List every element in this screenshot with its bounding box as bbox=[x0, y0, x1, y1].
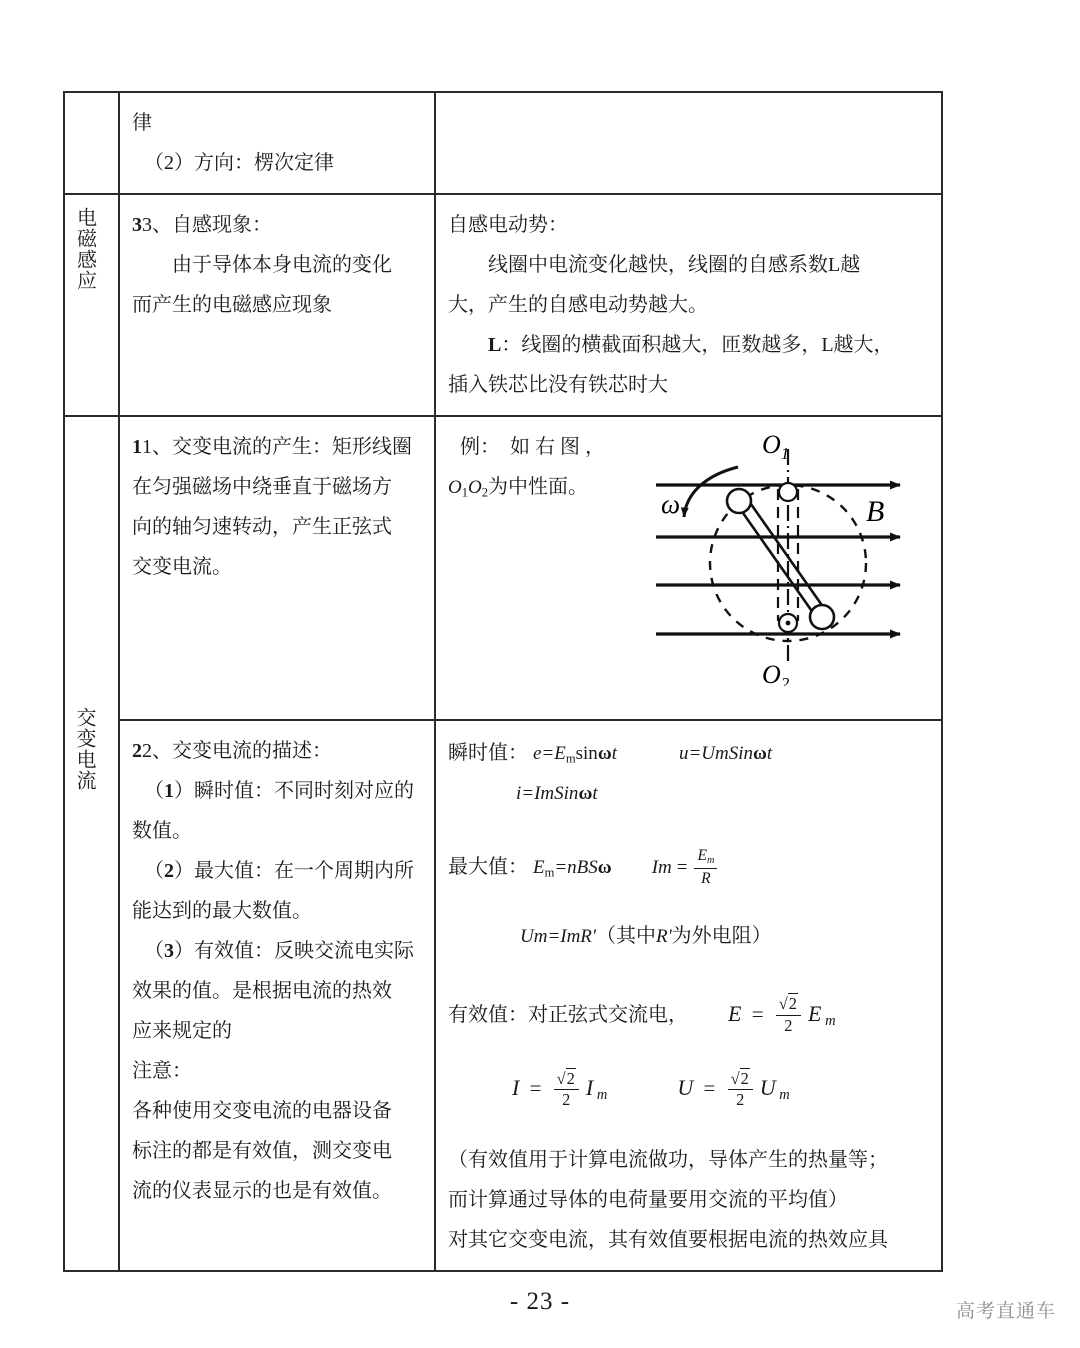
text-line: 由于导体本身电流的变化 bbox=[172, 254, 392, 276]
formula-rms-e-fraction bbox=[776, 995, 801, 1036]
category-label-vertical: 交变电流 bbox=[73, 707, 95, 791]
text-line: 自感电动势： bbox=[448, 214, 568, 236]
text-line: $O_1O_2$为中性面。 bbox=[448, 476, 588, 500]
text-line: 能达到的最大数值。 bbox=[132, 900, 312, 922]
text-line: 应来规定的 bbox=[132, 1020, 232, 1042]
coil-bar-1 bbox=[736, 503, 816, 617]
text-line: 11、交变电流的产生：矩形线圈 bbox=[132, 436, 412, 458]
fraction-numerator: Em bbox=[694, 847, 717, 869]
text-line: （2）最大值：在一个周期内所 bbox=[144, 860, 414, 882]
category-cell-electromagnetic-induction bbox=[64, 194, 119, 416]
omega-label: ω bbox=[661, 489, 681, 519]
text-line: 例： 如右图， bbox=[460, 436, 605, 458]
text-line: 大，产生的自感电动势越大。 bbox=[448, 294, 708, 316]
content-cell-right-formulas bbox=[435, 720, 942, 1271]
table-row bbox=[64, 720, 942, 1271]
table-row bbox=[64, 92, 942, 194]
formula-label-maximum: 最大值： bbox=[448, 856, 528, 878]
formula-rms-e-lhs: E bbox=[728, 1000, 742, 1026]
formula-im-equals: = bbox=[676, 857, 688, 878]
page-number: - 23 - bbox=[509, 1288, 571, 1315]
formula-u: u=UmSinωt bbox=[678, 743, 773, 764]
text-line: 律 bbox=[132, 112, 152, 134]
formula-rms-u-lhs: U bbox=[677, 1075, 694, 1101]
text-line: 而产生的电磁感应现象 bbox=[132, 294, 332, 316]
physics-notes-table bbox=[63, 91, 943, 1272]
text-line: 各种使用交变电流的电器设备 bbox=[132, 1100, 392, 1122]
text-line: 33、自感现象： bbox=[132, 214, 272, 236]
fraction-numerator: √2 bbox=[728, 1070, 753, 1091]
fraction-denominator: R bbox=[701, 869, 711, 887]
axis-bottom-dot bbox=[786, 621, 791, 626]
formula-um-row: Um=ImR'（其中R'为外电阻） bbox=[520, 924, 772, 947]
formula-rms-i-lhs: I bbox=[512, 1075, 520, 1101]
text-line: （2）方向：楞次定律 bbox=[144, 152, 334, 174]
fraction-denominator: 2 bbox=[562, 1090, 571, 1110]
formula-rms-u-rhs: U m bbox=[759, 1075, 790, 1104]
text-line: 插入铁芯比没有铁芯时大 bbox=[448, 374, 668, 396]
category-cell-alternating-current bbox=[64, 416, 119, 1271]
coil-bar-2 bbox=[746, 497, 826, 611]
text-line: 效果的值。是根据电流的热效 bbox=[132, 980, 392, 1002]
formula-rms-i-rhs: I m bbox=[585, 1075, 608, 1104]
content-cell-right bbox=[435, 92, 942, 194]
formula-maximum-row bbox=[448, 847, 933, 888]
category-cell-empty bbox=[64, 92, 119, 194]
formula-im-fraction bbox=[694, 847, 717, 888]
formula-em: $E_m=nBS\omega$ bbox=[533, 857, 612, 880]
axis-top-marker bbox=[779, 483, 797, 501]
text-line: （3）有效值：反映交流电实际 bbox=[144, 940, 414, 962]
formula-i: i=ImSinωt bbox=[516, 783, 598, 804]
text-line: 标注的都是有效值，测交变电 bbox=[132, 1140, 392, 1162]
content-cell-right-example bbox=[435, 416, 942, 720]
formula-im-lhs: Im bbox=[651, 857, 672, 878]
formula-rms-u-fraction bbox=[728, 1070, 753, 1111]
content-cell-right bbox=[435, 194, 942, 416]
text-line-rest: ：线圈的横截面积越大，匝数越多，L越大， bbox=[501, 334, 894, 356]
rotating-coil-figure bbox=[648, 431, 928, 686]
axis-top-label: $O_1$ bbox=[762, 431, 790, 463]
formula-e: $e=E_m\sin\omega t$ bbox=[533, 743, 617, 766]
formula-rms-e-rhs: E m bbox=[808, 1000, 836, 1029]
text-line: 对其它交变电流，其有效值要根据电流的热效应具 bbox=[448, 1229, 888, 1252]
fraction-denominator: 2 bbox=[784, 1016, 793, 1036]
content-cell-left bbox=[119, 92, 435, 194]
text-line: 而计算通过导体的电荷量要用交流的平均值） bbox=[448, 1189, 848, 1212]
text-line: （1）瞬时值：不同时刻对应的 bbox=[144, 780, 414, 802]
content-cell-left bbox=[119, 416, 435, 720]
formula-rms-iu-row: I = $\frac{√2}{2}$ I m U = $\frac{√2}{2}$ U m bbox=[512, 1068, 790, 1110]
text-line: 流的仪表显示的也是有效值。 bbox=[132, 1180, 392, 1202]
formula-um: Um=ImR' bbox=[520, 925, 596, 947]
text-line: 数值。 bbox=[132, 820, 192, 842]
text-line-rest: 1、交变电流的产生：矩形线圈 bbox=[142, 436, 412, 458]
formula-label-rms: 有效值：对正弦式交流电， bbox=[448, 1003, 688, 1026]
text-line: L：线圈的横截面积越大，匝数越多，L越大， bbox=[488, 334, 894, 356]
text-line: （有效值用于计算电流做功，导体产生的热量等； bbox=[448, 1149, 888, 1172]
field-label-B: B bbox=[866, 495, 885, 528]
formula-rms-i-fraction bbox=[554, 1070, 579, 1111]
text-line: 交变电流。 bbox=[132, 556, 232, 578]
text-line-rest: 2、交变电流的描述： bbox=[142, 740, 332, 762]
content-cell-left bbox=[119, 194, 435, 416]
table-row bbox=[64, 416, 942, 720]
text-line: 在匀强磁场中绕垂直于磁场方 bbox=[132, 476, 392, 498]
formula-label-instantaneous: 瞬时值： bbox=[448, 742, 528, 764]
table-row bbox=[64, 194, 942, 416]
fraction-numerator: √2 bbox=[776, 995, 801, 1016]
coil-conductor-upper bbox=[727, 489, 751, 513]
fraction-numerator: √2 bbox=[554, 1070, 579, 1091]
fraction-denominator: 2 bbox=[736, 1090, 745, 1110]
formula-i-row bbox=[448, 773, 933, 813]
text-line: 注意： bbox=[132, 1060, 192, 1082]
text-line: 线圈中电流变化越快，线圈的自感系数L越 bbox=[488, 254, 861, 276]
text-line: 22、交变电流的描述： bbox=[132, 740, 332, 762]
axis-bottom-label: $O_2$ bbox=[762, 660, 790, 686]
text-line: 向的轴匀速转动，产生正弦式 bbox=[132, 516, 392, 538]
formula-instantaneous-row bbox=[448, 733, 933, 773]
coil-conductor-lower bbox=[810, 605, 834, 629]
category-label-vertical: 电磁感应 bbox=[73, 207, 96, 291]
formula-rms-row: 有效值：对正弦式交流电， E = $\frac{√2}{2}$ E m bbox=[448, 994, 836, 1036]
text-line-rest: 3、自感现象： bbox=[142, 214, 272, 236]
watermark: 高考直通车 bbox=[955, 1301, 1056, 1322]
content-cell-left bbox=[119, 720, 435, 1271]
